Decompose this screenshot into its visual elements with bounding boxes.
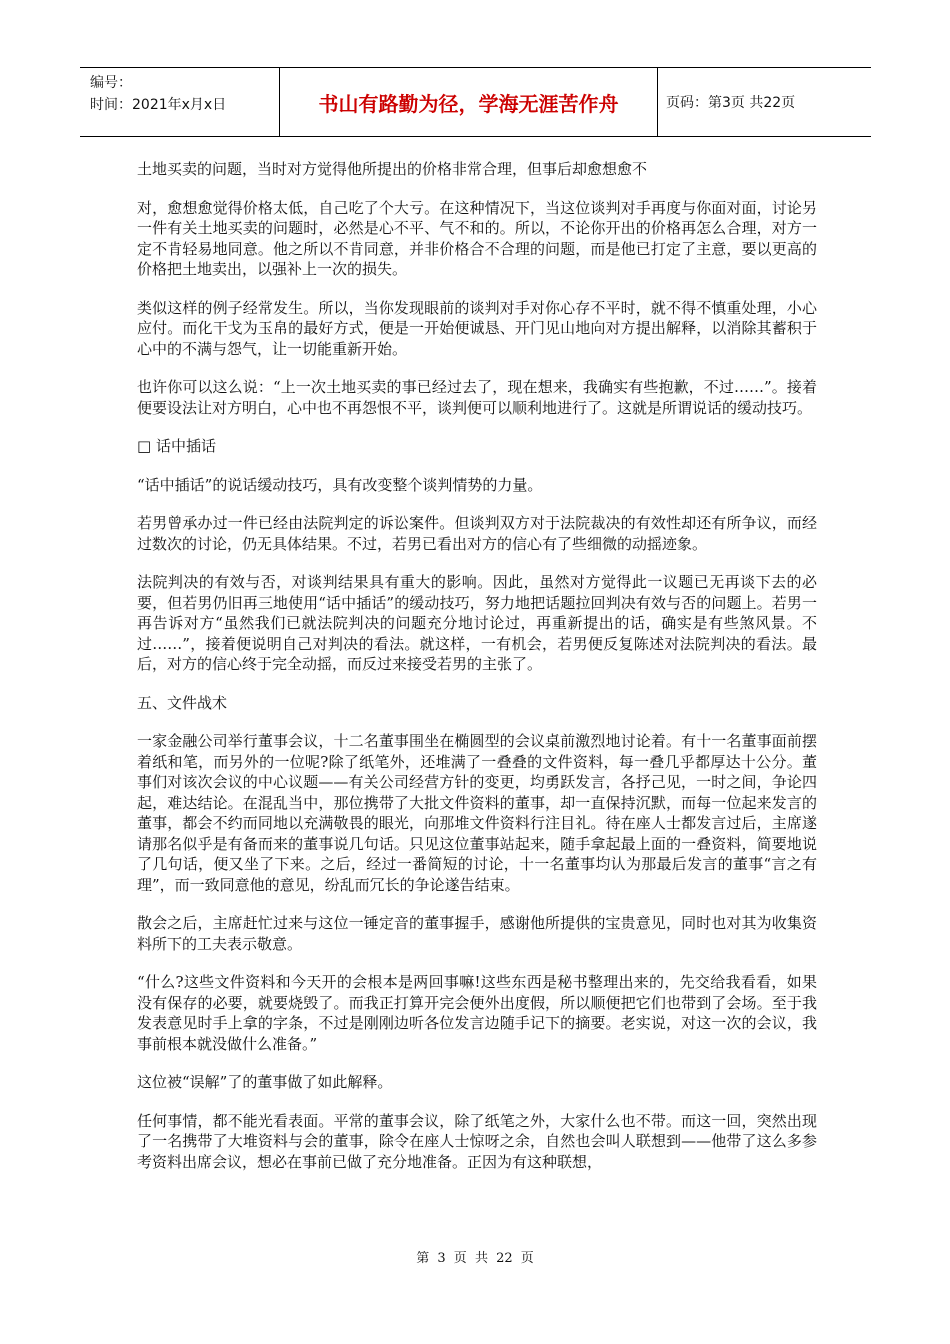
paragraph: 任何事情，都不能光看表面。平常的董事会议，除了纸笔之外，大家什么也不带。而这一回，突然出现了一名携带了大堆资料与会的董事，除令在座人士惊呀之余，自然也会叫人联想到——他带了这么多参考资料出席会议，想必在事前已做了充分地准备。正因为有这种联想， [137, 1111, 817, 1171]
footer-ye: 页 [520, 1251, 534, 1266]
footer-page-number: 3 [437, 1251, 446, 1266]
paragraph: 类似这样的例子经常发生。所以，当你发现眼前的谈判对手对你心存不平时，就不得不慎重处理，小心应付。而化干戈为玉帛的最好方式，便是一开始便诚恳、开门见山地向对方提出解释，以消除其蓄积于心中的不满与怨气，让一切能重新开始。 [137, 298, 817, 358]
page-header [80, 67, 871, 137]
paragraph: 土地买卖的问题，当时对方觉得他所提出的价格非常合理，但事后却愈想愈不 [137, 160, 648, 178]
header-meta [80, 68, 280, 136]
section-subheading: □ 话中插话 [137, 437, 216, 455]
paragraph: 散会之后，主席赶忙过来与这位一锤定音的董事握手，感谢他所提供的宝贵意见，同时也对其为收集资料所下的工夫表示敬意。 [137, 914, 817, 953]
footer-total-pages: 22 [496, 1251, 513, 1266]
section-heading: 五、文件战术 [137, 693, 228, 712]
paragraph: 也许你可以这么说：“上一次土地买卖的事已经过去了，现在想来，我确实有些抱歉，不过……”。接着便要设法让对方明白，心中也不再怨恨不平，谈判便可以顺利地进行了。这就是所谓说话的缓动技巧。 [137, 378, 817, 417]
document-number-label: 编号： [90, 75, 132, 91]
paragraph: 一家金融公司举行董事会议，十二名董事围坐在椭圆型的会议桌前激烈地讨论着。有十一名董事面前摆着纸和笔，而另外的一位呢?除了纸笔外，还堆满了一叠叠的文件资料，每一叠几乎都厚达十公分。董事们对该次会议的中心议题——有关公司经营方针的变更，均勇跃发言，各抒己见，一时之间，争论四起，难达结论。在混乱当中，那位携带了大批文件资料的董事，却一直保持沉默，而每一位起来发言的董事，都会不约而同地以充满敬畏的眼光，向那堆文件资料行注目礼。待在座人士都发言过后，主席遂请那名似乎是有备而来的董事说几句话。只见这位董事站起来，随手拿起最上面的一叠资料，简要地说了几句话，便又坐了下来。之后，经过一番简短的讨论，十一名董事均认为那最后发言的董事“言之有理”，而一致同意他的意见，纷乱而冗长的争论遂告结束。 [137, 732, 817, 894]
footer-di: 第 [416, 1251, 430, 1266]
paragraph: 法院判决的有效与否，对谈判结果具有重大的影响。因此，虽然对方觉得此一议题已无再谈下去的必要，但若男仍旧再三地使用“话中插话”的缓动技巧，努力地把话题拉回判决有效与否的问题上。若男一再告诉对方“虽然我们已就法院判决的问题充分地讨论过，再重新提出的话，确实是有些煞风景。不过……”，接着便说明自己对判决的看法。就这样，一有机会，若男便反复陈述对法院判决的看法。最后，对方的信心终于完全动摇，而反过来接受若男的主张了。 [137, 573, 817, 673]
paragraph: 这位被“误解”了的董事做了如此解释。 [137, 1073, 393, 1091]
document-time: 时间：2021年x月x日 [90, 97, 227, 113]
paragraph: 对，愈想愈觉得价格太低，自己吃了个大亏。在这种情况下，当这位谈判对手再度与你面对面，讨论另一件有关土地买卖的问题时，必然是心不平、气不和的。所以，不论你开出的价格再怎么合理，对方一定不肯轻易地同意。他之所以不肯同意，并非价格合不合理的问题，而是他已打定了主意，要以更高的价格把土地卖出，以强补上一次的损失。 [137, 198, 817, 278]
paragraph: “什么?这些文件资料和今天开的会根本是两回事嘛!这些东西是秘书整理出来的，先交给我看看，如果没有保存的必要，就要烧毁了。而我正打算开完会便外出度假，所以顺便把它们也带到了会场。至于我发表意见时手上拿的字条，不过是刚刚边听各位发言边随手记下的摘要。老实说，对这一次的会议，我事前根本就没做什么准备。” [137, 973, 817, 1053]
footer-ye: 页 [453, 1251, 467, 1266]
footer-gong: 共 [474, 1251, 488, 1266]
header-page-info: 页码：第3页 共22页 [666, 95, 796, 111]
document-body [137, 159, 817, 1190]
page-footer [0, 1247, 950, 1266]
paragraph: “话中插话”的说话缓动技巧，具有改变整个谈判情势的力量。 [137, 475, 543, 494]
paragraph: 若男曾承办过一件已经由法院判定的诉讼案件。但谈判双方对于法院裁决的有效性却还有所争议，而经过数次的讨论，仍无具体结果。不过，若男已看出对方的信心有了些细微的动摇迹象。 [137, 514, 817, 553]
header-motto: 书山有路勤为径，学海无涯苦作舟 [280, 68, 658, 136]
